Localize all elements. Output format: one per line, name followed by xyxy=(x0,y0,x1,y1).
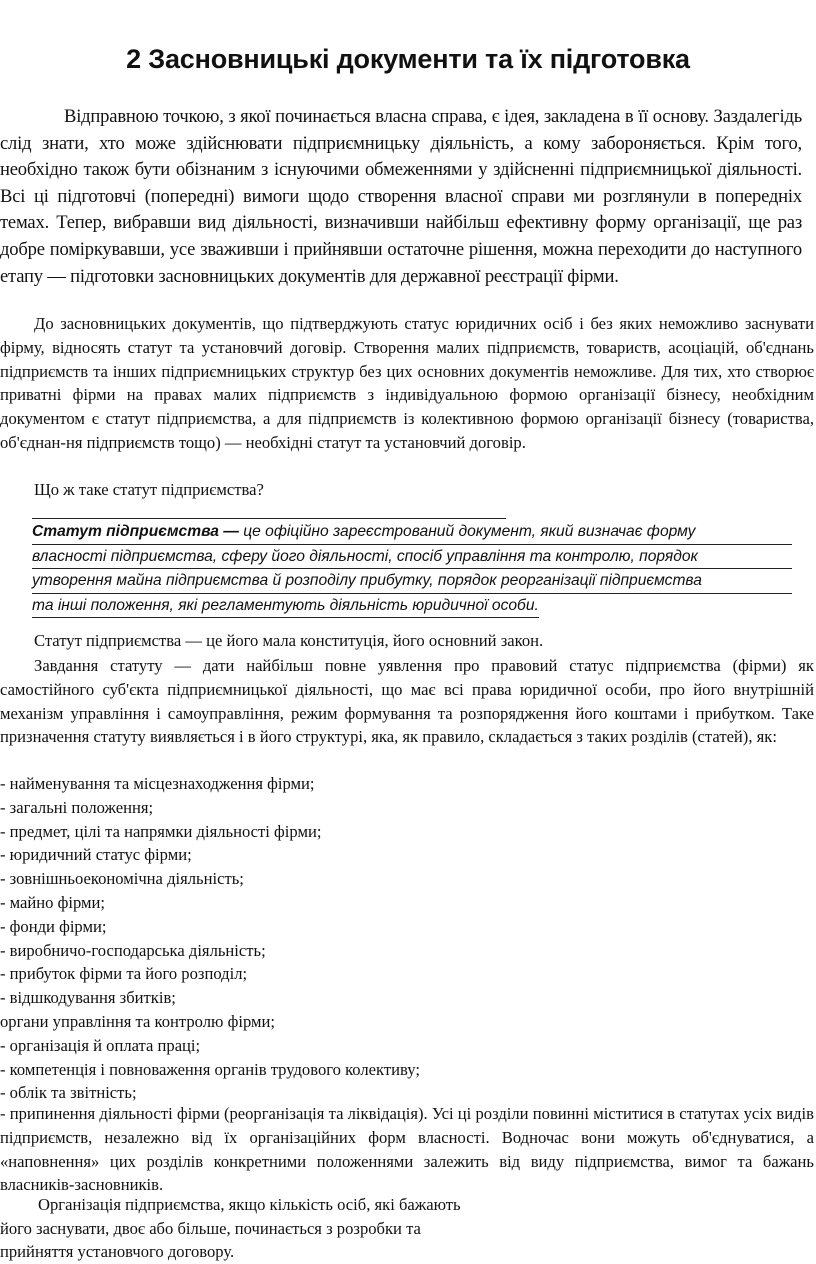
list-item: - фонди фірми; xyxy=(0,916,107,936)
question-line: Що ж таке статут підприємства? xyxy=(34,480,264,499)
definition-line: власності підприємства, сферу його діяльності, спосіб управління та контролю, порядок xyxy=(32,545,792,570)
definition-line: та інші положення, які регламентують діяльність юридичної особи. xyxy=(32,594,539,619)
list-item: - виробничо-господарська діяльність; xyxy=(0,940,266,960)
list-item: - предмет, цілі та напрямки діяльності фірми; xyxy=(0,821,322,841)
intro-text: Відправною точкою, з якої починається власна справа, є ідея, закладена в її основу. Заздалегідь слід знати, хто може здійснювати підприємницьку діяльність, а кому забороняється. Крім того, необхідно також бути обізнаним з існуючими обмеженнями у здійсненні підприємницької діяльності. Всі ці підготовчі (попередні) вимоги щодо створення власної справи ми розглянули в попередніх темах. Тепер, вибравши вид діяльності, визначивши найбільш ефективну форму організації, ще раз добре поміркувавши, усе зваживши і прийнявши остаточне рішення, можна переходити до наступного етапу — підготовки засновницьких документів для державної реєстрації фірми. xyxy=(0,106,802,287)
constitution-paragraph: Статут підприємства — це його мала конституція, його основний закон. xyxy=(34,631,544,650)
definition-top-rule xyxy=(32,518,506,519)
founding-documents-paragraph xyxy=(0,312,814,455)
founding-agreement-paragraph: Організація підприємства, якщо кількість осіб, які бажають його заснувати, двоє або більше, починається з розробки та прийняття установчого договору. xyxy=(0,1195,461,1261)
definition-line: Статут підприємства — це офіційно зареєстрований документ, який визначає форму xyxy=(32,520,792,545)
definition-box xyxy=(32,520,792,618)
list-item: - організація й оплата праці; xyxy=(0,1035,201,1055)
definition-line: утворення майна підприємства й розподілу прибутку, порядок реорганізації підприємства xyxy=(32,569,792,594)
charter-purpose-paragraph xyxy=(0,654,814,749)
list-item: - зовнішньоекономічна діяльність; xyxy=(0,869,244,889)
list-item: - прибуток фірми та його розподіл; xyxy=(0,964,248,984)
list-item: - загальні положення; xyxy=(0,797,154,817)
paragraph-text: Завдання статуту — дати найбільш повне уявлення про правовий статус підприємства (фірми) як самостійного суб'єкта підприємницької діяльності, що має всі права юридичної особи, про його внутрішній механізм управління і самоуправління, режим формування та розпорядження його коштами і прибутком. Таке призначення статуту виявляється і в його структурі, яка, як правило, складається з таких розділів (статей), як: xyxy=(0,656,814,747)
list-item: - облік та звітність; xyxy=(0,1083,137,1103)
list-item: - відшкодування збитків; xyxy=(0,988,176,1008)
charter-sections-list xyxy=(0,772,420,1105)
definition-term: Статут підприємства — xyxy=(32,523,239,540)
page-title: 2 Засновницькі документи та їх підготовка xyxy=(126,44,690,74)
list-item: - компетенція і повноваження органів трудового колективу; xyxy=(0,1059,420,1079)
termination-paragraph: - припинення діяльності фірми (реорганізація та ліквідація). Усі ці розділи повинні міститися в статутах усіх видів підприємств, незалежно від їх організаційних форм власності. Водночас вони можуть об'єднуватися, а «наповнення» цих розділів конкретними положеннями залежить від виду підприємства, вимог та бажань власників-засновників. xyxy=(0,1104,814,1195)
list-item: - майно фірми; xyxy=(0,892,106,912)
list-item: органи управління та контролю фірми; xyxy=(0,1011,275,1031)
paragraph-text: До засновницьких документів, що підтверджують статус юридичних осіб і без яких неможливо заснувати фірму, відносять статут та установчий договір. Створення малих підприємств, товариств, асоціацій, об'єднань підприємств та інших підприємницьких структур без цих основних документів неможливе. Для тих, хто створює приватні фірми на правах малих підприємств з індивідуальною формою організації бізнесу, необхідним документом є статут підприємства, а для підприємств із колективною формою організації бізнесу (товариства, об'єднан-ня підприємств тощо) — необхідні статут та установчий договір. xyxy=(0,314,814,452)
list-item: - юридичний статус фірми; xyxy=(0,845,192,865)
list-item: - найменування та місцезнаходження фірми; xyxy=(0,774,315,793)
intro-paragraph xyxy=(0,104,802,290)
